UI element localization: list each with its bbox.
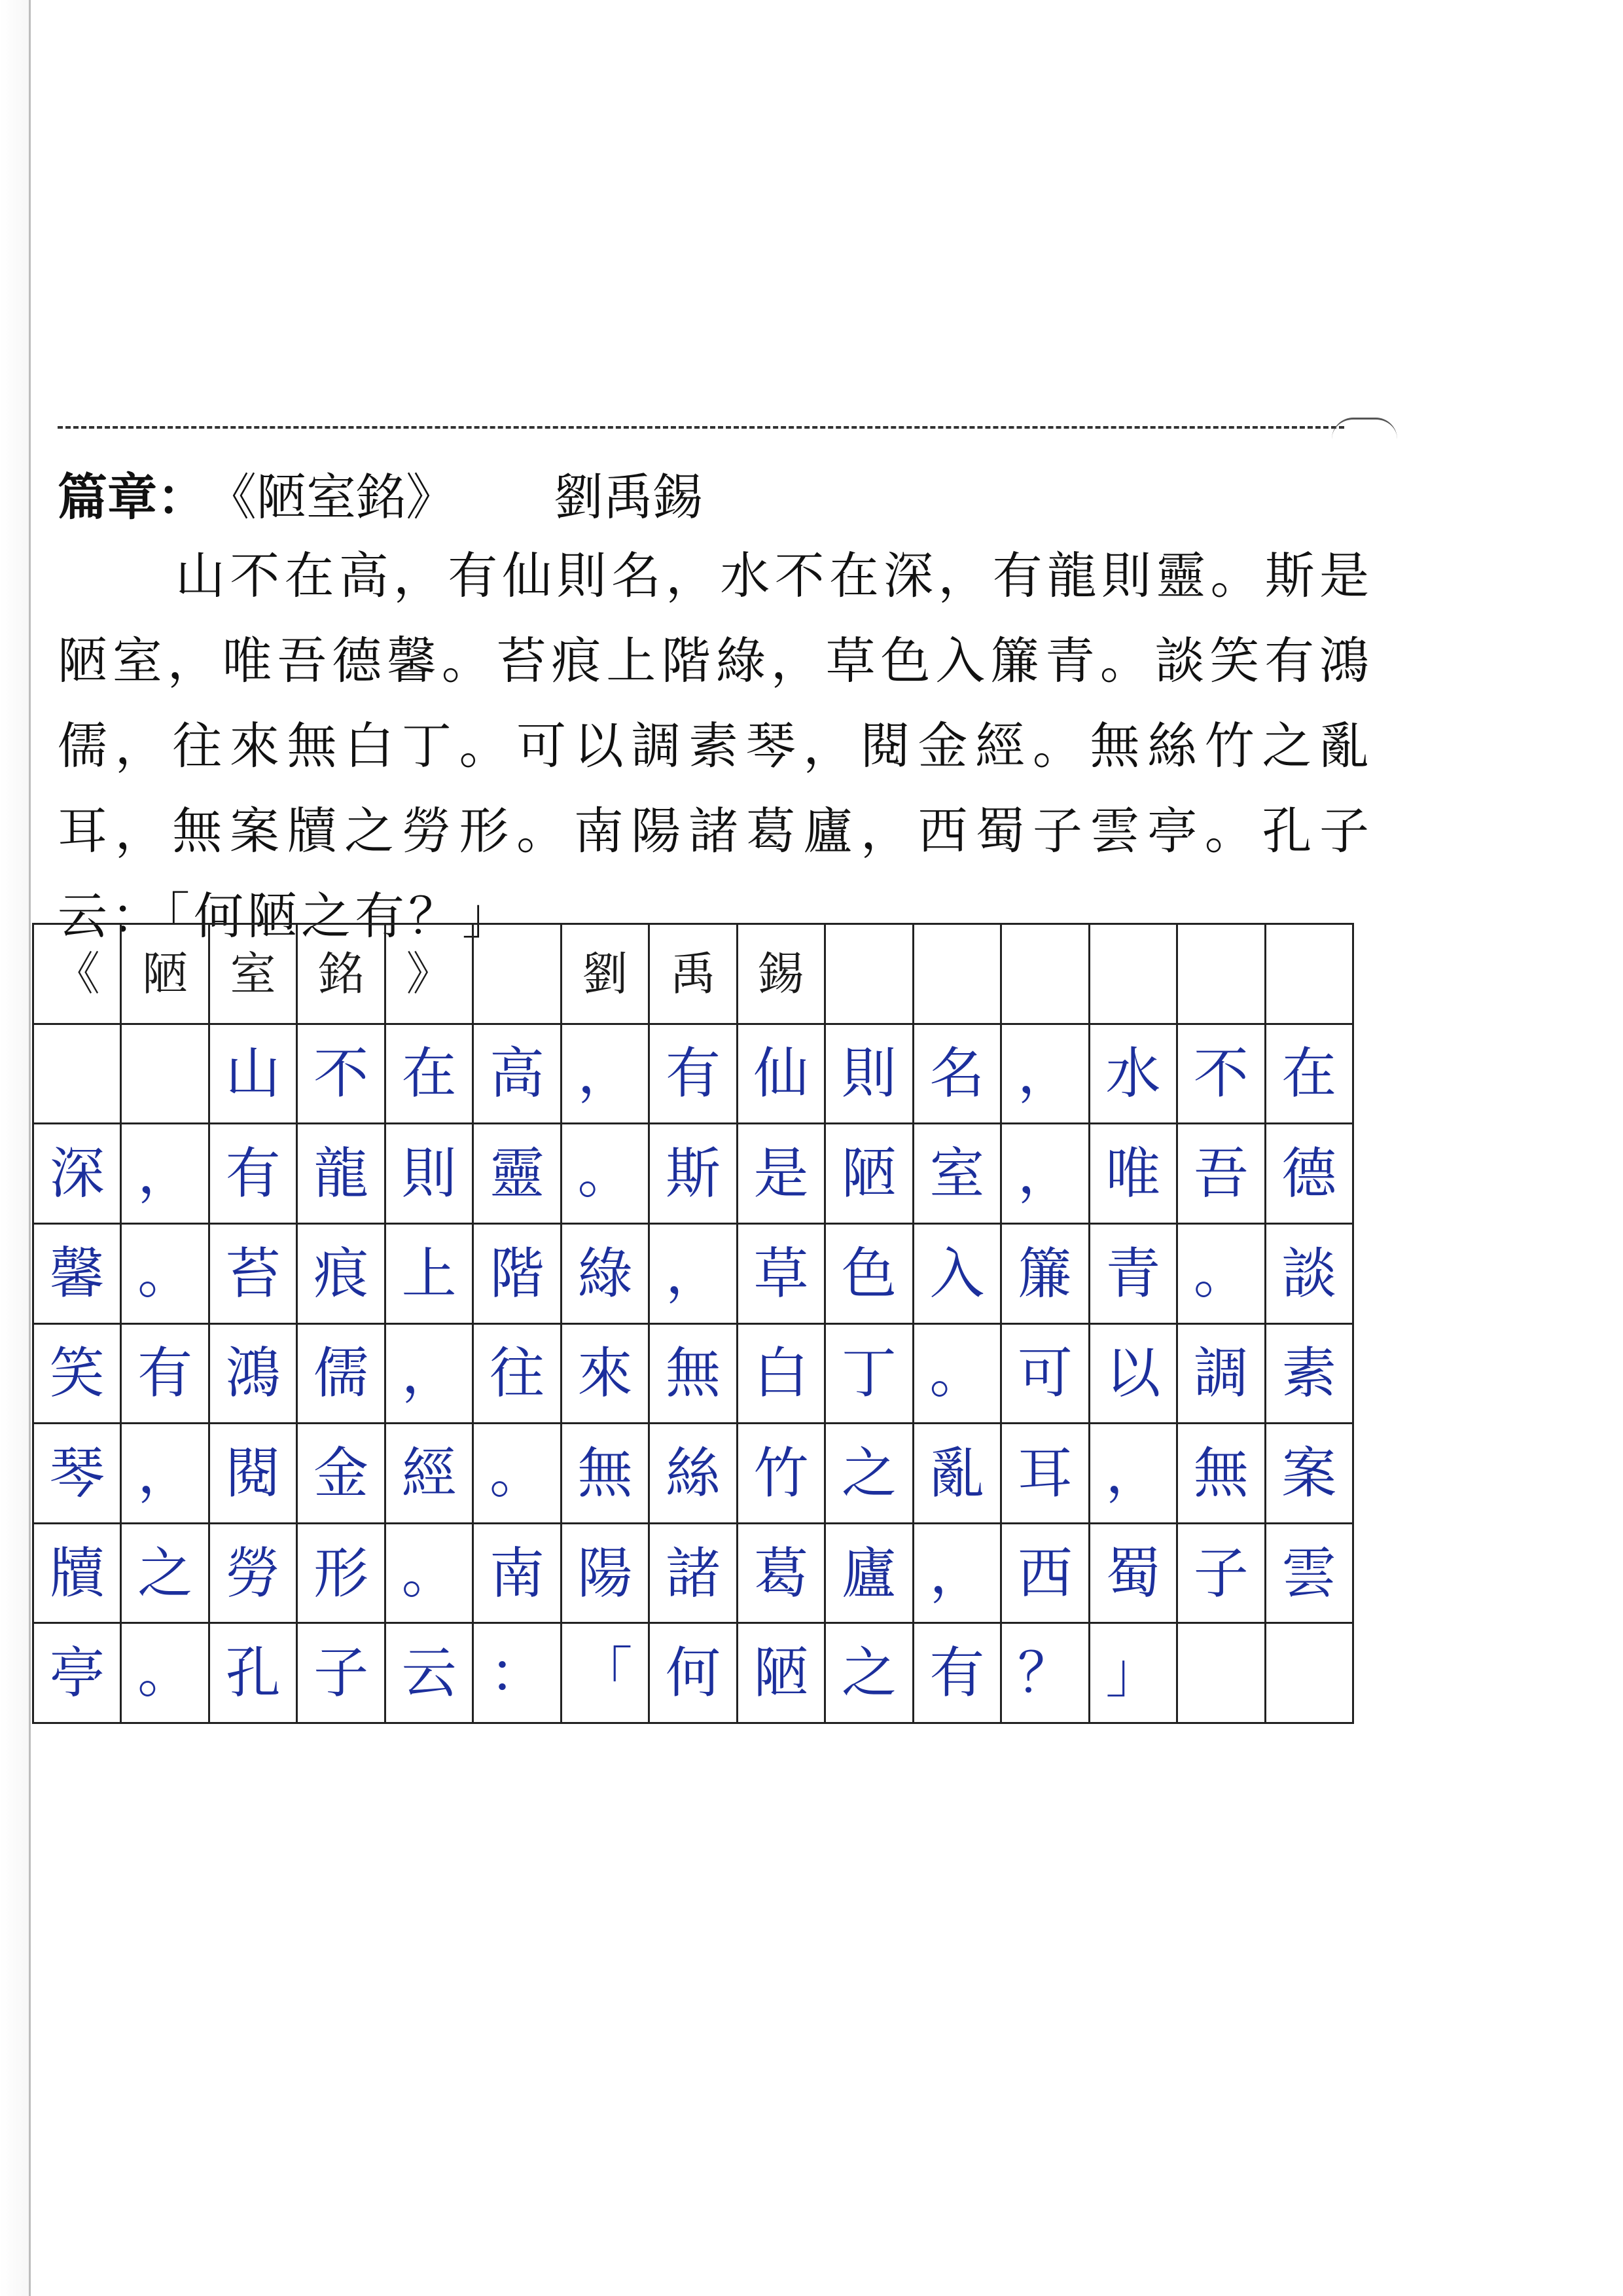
chapter-label: 篇章： (58, 467, 207, 526)
grid-handwritten-cell: 有 (210, 1124, 298, 1225)
grid-handwritten-cell: 德 (1266, 1124, 1354, 1225)
grid-handwritten-cell: 山 (210, 1025, 298, 1125)
grid-handwritten-cell: 是 (738, 1124, 826, 1225)
grid-handwritten-cell: 。 (914, 1325, 1002, 1425)
grid-handwritten-cell: 則 (826, 1025, 914, 1125)
grid-handwritten-cell: 廬 (826, 1524, 914, 1624)
grid-handwritten-cell: 無 (562, 1424, 650, 1524)
grid-handwritten-cell: 葛 (738, 1524, 826, 1624)
grid-handwritten-cell: ， (1002, 1124, 1090, 1225)
grid-handwritten-cell: 仙 (738, 1025, 826, 1125)
grid-handwritten-cell: 水 (1090, 1025, 1178, 1125)
grid-handwritten-cell: ， (562, 1025, 650, 1125)
grid-handwritten-cell: 深 (34, 1124, 122, 1225)
grid-handwritten-cell: 無 (1178, 1424, 1266, 1524)
grid-handwritten-cell: 吾 (1178, 1124, 1266, 1225)
chapter-header (58, 457, 703, 529)
grid-title-cell (1090, 925, 1178, 1025)
grid-handwritten-cell: 「 (562, 1624, 650, 1724)
grid-title-cell: 劉 (562, 925, 650, 1025)
grid-handwritten-cell: 蜀 (1090, 1524, 1178, 1624)
grid-handwritten-cell: 上 (386, 1225, 474, 1325)
grid-handwritten-cell: 來 (562, 1325, 650, 1425)
grid-handwritten-cell: 子 (298, 1624, 385, 1724)
grid-handwritten-cell: 竹 (738, 1424, 826, 1524)
grid-handwritten-cell: ， (914, 1524, 1002, 1624)
grid-handwritten-cell: 西 (1002, 1524, 1090, 1624)
grid-handwritten-cell: 調 (1178, 1325, 1266, 1425)
grid-handwritten-cell: 金 (298, 1424, 385, 1524)
grid-handwritten-cell: 色 (826, 1225, 914, 1325)
grid-handwritten-cell: 簾 (1002, 1225, 1090, 1325)
grid-handwritten-cell (34, 1025, 122, 1125)
scan-edge (0, 0, 31, 2296)
grid-handwritten-cell (1178, 1624, 1266, 1724)
grid-handwritten-cell: 龍 (298, 1124, 385, 1225)
grid-handwritten-cell: 白 (738, 1325, 826, 1425)
grid-handwritten-cell: 陋 (738, 1624, 826, 1724)
printed-passage: 山不在高，有仙則名，水不在深，有龍則靈。斯是陋室，唯吾德馨。苔痕上階綠，草色入簾青。談笑有鴻儒，往來無白丁。可以調素琴，閱金經。無絲竹之亂耳，無案牘之勞形。南陽諸葛廬，西蜀子雲亭。孔子云：「何陋之有？」 (58, 547, 1373, 945)
grid-handwritten-cell: 在 (386, 1025, 474, 1125)
grid-handwritten-cell: 之 (826, 1424, 914, 1524)
grid-handwritten-cell: 絲 (650, 1424, 738, 1524)
grid-handwritten-cell: 則 (386, 1124, 474, 1225)
grid-handwritten-cell: 在 (1266, 1025, 1354, 1125)
grid-handwritten-cell: 案 (1266, 1424, 1354, 1524)
grid-handwritten-cell: 素 (1266, 1325, 1354, 1425)
grid-handwritten-cell: 痕 (298, 1225, 385, 1325)
grid-handwritten-cell (1266, 1624, 1354, 1724)
grid-handwritten-cell: 以 (1090, 1325, 1178, 1425)
grid-handwritten-cell: 不 (298, 1025, 385, 1125)
grid-handwritten-cell: 鴻 (210, 1325, 298, 1425)
grid-title-cell: 》 (386, 925, 474, 1025)
grid-handwritten-cell: 耳 (1002, 1424, 1090, 1524)
grid-handwritten-cell: 南 (474, 1524, 562, 1624)
grid-title-cell (474, 925, 562, 1025)
grid-handwritten-cell: 。 (562, 1124, 650, 1225)
grid-handwritten-cell: 談 (1266, 1225, 1354, 1325)
grid-handwritten-cell: 唯 (1090, 1124, 1178, 1225)
grid-handwritten-cell: 牘 (34, 1524, 122, 1624)
grid-handwritten-cell: 不 (1178, 1025, 1266, 1125)
grid-title-cell (1266, 925, 1354, 1025)
grid-handwritten-cell: 可 (1002, 1325, 1090, 1425)
grid-handwritten-cell: 丁 (826, 1325, 914, 1425)
grid-handwritten-cell: 。 (122, 1225, 209, 1325)
grid-title-cell: 禹 (650, 925, 738, 1025)
grid-title-cell (1178, 925, 1266, 1025)
grid-handwritten-cell: 之 (122, 1524, 209, 1624)
copybook-grid (32, 923, 1354, 1724)
grid-handwritten-cell: 何 (650, 1624, 738, 1724)
grid-handwritten-cell: 馨 (34, 1225, 122, 1325)
grid-title-cell (914, 925, 1002, 1025)
grid-handwritten-cell: 。 (122, 1624, 209, 1724)
grid-handwritten-cell: ， (650, 1225, 738, 1325)
grid-title-cell: 銘 (298, 925, 385, 1025)
grid-handwritten-cell: 亂 (914, 1424, 1002, 1524)
grid-handwritten-cell: 入 (914, 1225, 1002, 1325)
grid-handwritten-cell: 諸 (650, 1524, 738, 1624)
grid-handwritten-cell: 勞 (210, 1524, 298, 1624)
chapter-title: 《陋室銘》 (207, 467, 455, 526)
grid-handwritten-cell: 笑 (34, 1325, 122, 1425)
grid-handwritten-cell: 儒 (298, 1325, 385, 1425)
chapter-author: 劉禹錫 (554, 467, 703, 526)
grid-handwritten-cell (122, 1025, 209, 1125)
grid-handwritten-cell: 琴 (34, 1424, 122, 1524)
grid-handwritten-cell: 子 (1178, 1524, 1266, 1624)
grid-handwritten-cell: 綠 (562, 1225, 650, 1325)
grid-handwritten-cell: 草 (738, 1225, 826, 1325)
grid-handwritten-cell: ， (386, 1325, 474, 1425)
grid-handwritten-cell: 。 (386, 1524, 474, 1624)
grid-handwritten-cell: 名 (914, 1025, 1002, 1125)
grid-handwritten-cell: 之 (826, 1624, 914, 1724)
grid-handwritten-cell: 階 (474, 1225, 562, 1325)
grid-title-cell: 錫 (738, 925, 826, 1025)
grid-handwritten-cell: ？ (1002, 1624, 1090, 1724)
grid-handwritten-cell: 。 (1178, 1225, 1266, 1325)
grid-handwritten-cell: 青 (1090, 1225, 1178, 1325)
grid-title-cell (826, 925, 914, 1025)
grid-handwritten-cell: 室 (914, 1124, 1002, 1225)
grid-handwritten-cell: 陽 (562, 1524, 650, 1624)
grid-handwritten-cell: 斯 (650, 1124, 738, 1225)
grid-handwritten-cell: ， (1002, 1025, 1090, 1125)
grid-handwritten-cell: 無 (650, 1325, 738, 1425)
grid-handwritten-cell: 形 (298, 1524, 385, 1624)
grid-handwritten-cell: 往 (474, 1325, 562, 1425)
dashed-separator (58, 426, 1344, 429)
separator-curl (1332, 418, 1397, 439)
grid-handwritten-cell: 高 (474, 1025, 562, 1125)
grid-handwritten-cell: 經 (386, 1424, 474, 1524)
grid-handwritten-cell: 云 (386, 1624, 474, 1724)
grid-handwritten-cell: 苔 (210, 1225, 298, 1325)
grid-handwritten-cell: 亭 (34, 1624, 122, 1724)
grid-handwritten-cell: 陋 (826, 1124, 914, 1225)
grid-handwritten-cell: ： (474, 1624, 562, 1724)
grid-handwritten-cell: 有 (650, 1025, 738, 1125)
grid-title-cell: 《 (34, 925, 122, 1025)
grid-handwritten-cell: 閱 (210, 1424, 298, 1524)
grid-handwritten-cell: 孔 (210, 1624, 298, 1724)
grid-handwritten-cell: 雲 (1266, 1524, 1354, 1624)
grid-handwritten-cell: 靈 (474, 1124, 562, 1225)
grid-handwritten-cell: 」 (1090, 1624, 1178, 1724)
grid-title-cell (1002, 925, 1090, 1025)
grid-handwritten-cell: 。 (474, 1424, 562, 1524)
grid-handwritten-cell: 有 (914, 1624, 1002, 1724)
grid-title-cell: 陋 (122, 925, 209, 1025)
grid-handwritten-cell: ， (122, 1124, 209, 1225)
grid-handwritten-cell: 有 (122, 1325, 209, 1425)
grid-handwritten-cell: ， (1090, 1424, 1178, 1524)
grid-handwritten-cell: ， (122, 1424, 209, 1524)
grid-title-cell: 室 (210, 925, 298, 1025)
